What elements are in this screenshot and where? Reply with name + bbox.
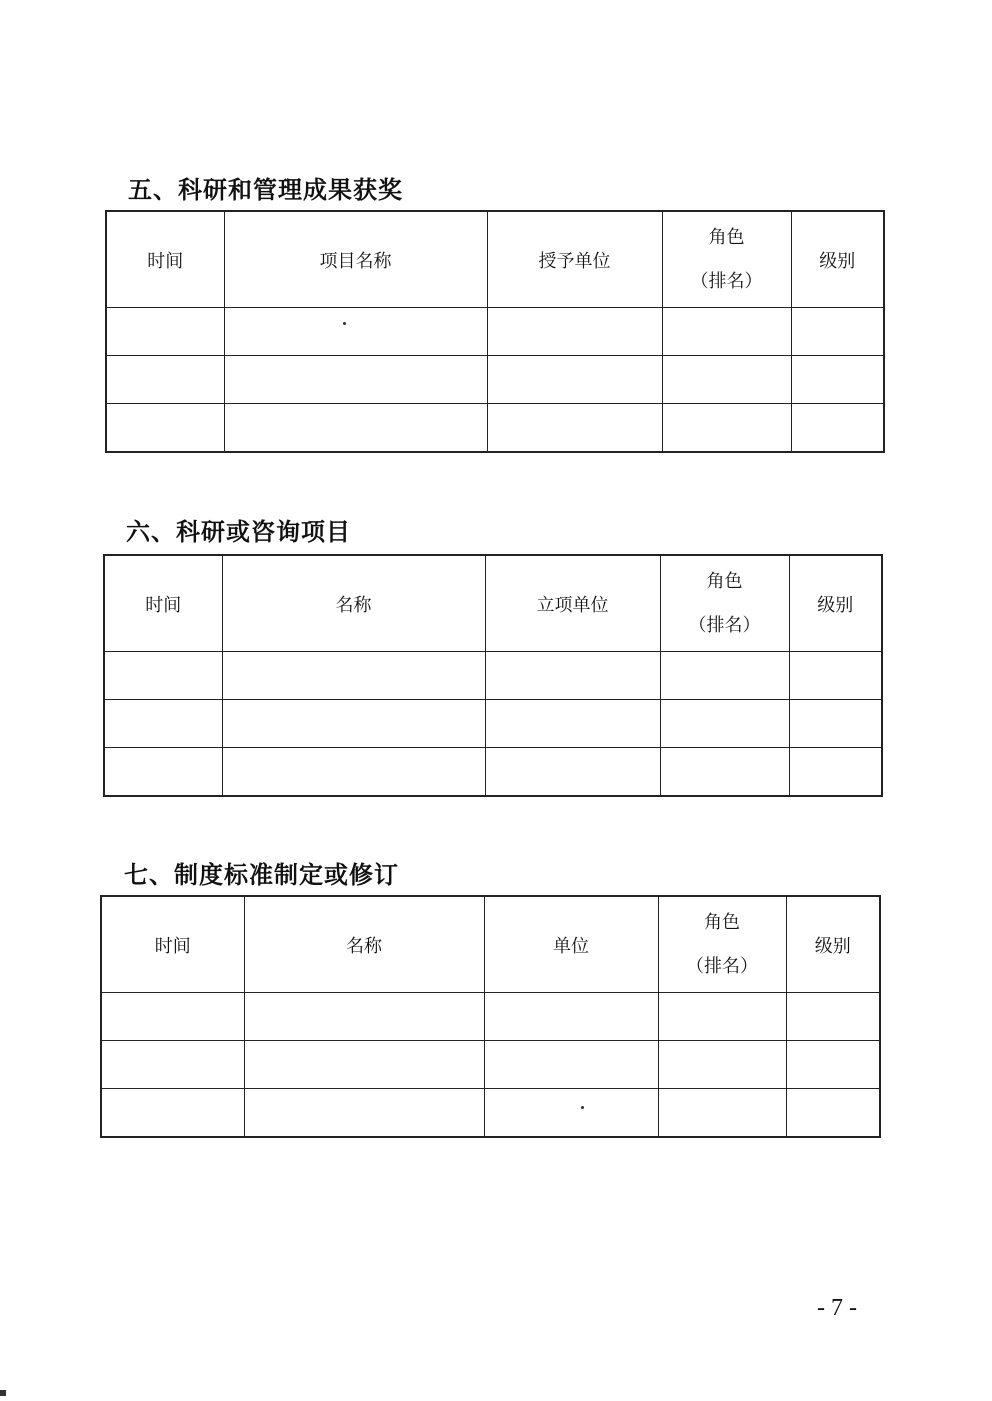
table-cell[interactable] xyxy=(662,404,791,453)
awards-table xyxy=(105,210,885,453)
table-cell[interactable] xyxy=(487,356,662,404)
table-cell[interactable] xyxy=(104,700,222,748)
table-cell[interactable] xyxy=(485,700,660,748)
header-name: 名称 xyxy=(244,896,484,993)
table-cell[interactable] xyxy=(106,356,224,404)
table-cell[interactable] xyxy=(789,748,882,797)
table-cell[interactable] xyxy=(786,1089,880,1138)
header-role-label: 角色 xyxy=(708,226,745,248)
table-cell[interactable] xyxy=(485,748,660,797)
table-cell[interactable] xyxy=(104,652,222,700)
table-row xyxy=(104,748,882,797)
header-time: 时间 xyxy=(101,896,244,993)
table-cell[interactable] xyxy=(101,1089,244,1138)
header-approving-unit: 立项单位 xyxy=(485,555,660,652)
table-header-row xyxy=(104,555,882,652)
table-cell[interactable] xyxy=(658,993,786,1041)
table-row xyxy=(101,1089,880,1138)
table-cell[interactable] xyxy=(789,652,882,700)
table-cell[interactable] xyxy=(789,700,882,748)
table-cell[interactable] xyxy=(224,308,487,356)
table-cell[interactable] xyxy=(244,1089,484,1138)
table-row xyxy=(104,652,882,700)
table-cell[interactable] xyxy=(660,652,789,700)
section-title-research-projects: 六、科研或咨询项目 xyxy=(126,517,351,546)
header-level: 级别 xyxy=(791,211,884,308)
table-cell[interactable] xyxy=(658,1089,786,1138)
table-cell[interactable] xyxy=(791,404,884,453)
header-time: 时间 xyxy=(106,211,224,308)
header-rank-label: （排名） xyxy=(688,614,761,636)
table-cell[interactable] xyxy=(662,356,791,404)
table-cell[interactable] xyxy=(222,700,485,748)
table-cell[interactable] xyxy=(101,993,244,1041)
header-granting-unit: 授予单位 xyxy=(487,211,662,308)
page-number: - 7 - xyxy=(817,1295,857,1321)
research-projects-table xyxy=(103,554,883,797)
table-cell[interactable] xyxy=(224,404,487,453)
table-cell[interactable] xyxy=(791,356,884,404)
table-cell[interactable] xyxy=(484,1089,658,1138)
table-cell[interactable] xyxy=(222,652,485,700)
header-role xyxy=(660,555,789,652)
scan-speck xyxy=(343,322,346,325)
table-cell[interactable] xyxy=(485,652,660,700)
table-header-row xyxy=(106,211,884,308)
header-name: 名称 xyxy=(222,555,485,652)
scan-speck xyxy=(0,1390,6,1396)
table-cell[interactable] xyxy=(791,308,884,356)
table-cell[interactable] xyxy=(222,748,485,797)
table-cell[interactable] xyxy=(224,356,487,404)
table-cell[interactable] xyxy=(484,993,658,1041)
table-cell[interactable] xyxy=(106,404,224,453)
table-cell[interactable] xyxy=(104,748,222,797)
table-row xyxy=(101,993,880,1041)
table-cell[interactable] xyxy=(662,308,791,356)
header-role xyxy=(662,211,791,308)
table-header-row xyxy=(101,896,880,993)
header-time: 时间 xyxy=(104,555,222,652)
table-cell[interactable] xyxy=(244,1041,484,1089)
table-row xyxy=(106,356,884,404)
table-cell[interactable] xyxy=(658,1041,786,1089)
table-cell[interactable] xyxy=(106,308,224,356)
table-row xyxy=(104,700,882,748)
standards-table xyxy=(100,895,881,1138)
table-cell[interactable] xyxy=(660,748,789,797)
header-rank-label: （排名） xyxy=(686,955,758,977)
header-rank-label: （排名） xyxy=(690,270,763,292)
header-role-label: 角色 xyxy=(706,570,743,592)
section-title-awards: 五、科研和管理成果获奖 xyxy=(128,175,403,204)
section-title-standards: 七、制度标准制定或修订 xyxy=(124,860,399,889)
header-level: 级别 xyxy=(786,896,880,993)
table-row xyxy=(106,308,884,356)
table-row xyxy=(101,1041,880,1089)
header-project-name: 项目名称 xyxy=(224,211,487,308)
header-role-label: 角色 xyxy=(704,911,740,933)
table-cell[interactable] xyxy=(660,700,789,748)
header-level: 级别 xyxy=(789,555,882,652)
table-cell[interactable] xyxy=(101,1041,244,1089)
scan-speck xyxy=(581,1106,584,1109)
table-cell[interactable] xyxy=(484,1041,658,1089)
table-cell[interactable] xyxy=(487,308,662,356)
table-cell[interactable] xyxy=(786,1041,880,1089)
table-row xyxy=(106,404,884,453)
header-unit: 单位 xyxy=(484,896,658,993)
table-cell[interactable] xyxy=(786,993,880,1041)
table-cell[interactable] xyxy=(244,993,484,1041)
header-role xyxy=(658,896,786,993)
table-cell[interactable] xyxy=(487,404,662,453)
